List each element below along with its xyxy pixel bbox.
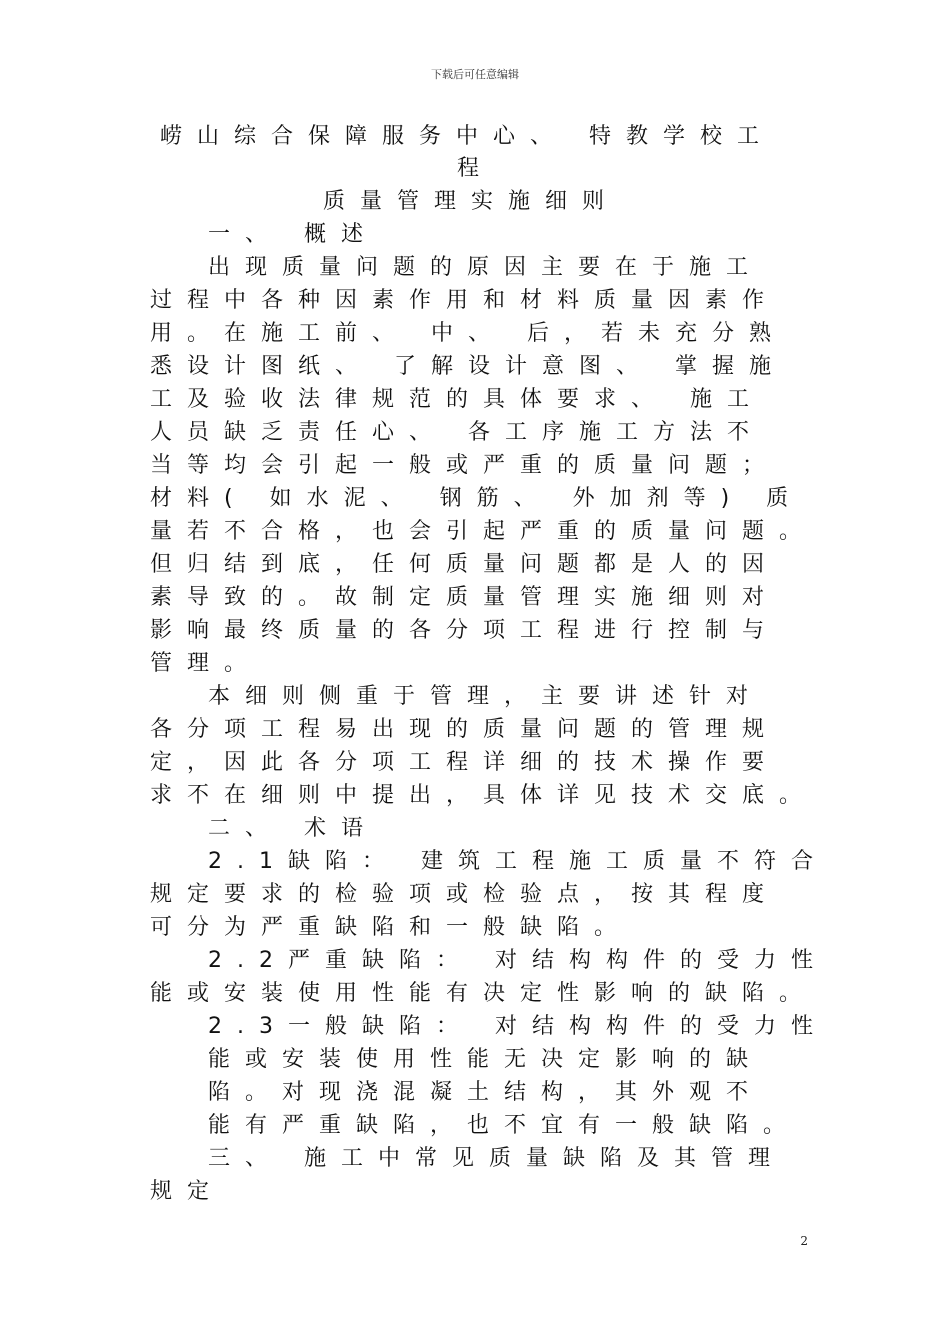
body-line: 求不在细则中提出，具体详见技术交底。 xyxy=(150,783,817,808)
body-line: 出现质量问题的原因主要在于施工 xyxy=(208,255,764,280)
body-line: 可分为严重缺陷和一般缺陷。 xyxy=(150,915,632,940)
title-line-1: 崂山综合保障服务中心、 特教学校工 xyxy=(160,124,774,149)
body-line: 悉设计图纸、 了解设计意图、 掌握施 xyxy=(150,354,786,379)
body-line: 规定要求的检验项或检验点，按其程度 xyxy=(150,882,780,907)
body-line: 能有严重缺陷，也不宜有一般缺陷。 xyxy=(208,1113,801,1138)
body-line: 过程中各种因素作用和材料质量因素作 xyxy=(150,288,780,313)
page-header: 下载后可任意编辑 xyxy=(431,68,519,81)
body-line: 本细则侧重于管理，主要讲述针对 xyxy=(208,684,764,709)
body-line: 素导致的。故制定质量管理实施细则对 xyxy=(150,585,780,610)
body-line: 规定 xyxy=(150,1179,225,1204)
body-line: 但归结到底，任何质量问题都是人的因 xyxy=(150,552,780,577)
title-line-2: 程 xyxy=(457,156,495,181)
body-line: 用。在施工前、 中、 后，若未充分熟 xyxy=(150,321,786,346)
body-line: 管理。 xyxy=(150,651,262,676)
body-line: 各分项工程易出现的质量问题的管理规 xyxy=(150,717,780,742)
page-number: 2 xyxy=(800,1234,808,1248)
body-line: 2.2严重缺陷： 对结构构件的受力性 xyxy=(208,948,828,973)
body-line: 工及验收法律规范的具体要求、 施工 xyxy=(150,387,764,412)
body-line: 定，因此各分项工程详细的技术操作要 xyxy=(150,750,780,775)
section-heading-3: 三、 施工中常见质量缺陷及其管理 xyxy=(208,1146,785,1171)
section-heading-2: 二、 术语 xyxy=(208,816,378,841)
title-line-3: 质量管理实施细则 xyxy=(323,189,620,214)
body-line: 2.3一般缺陷： 对结构构件的受力性 xyxy=(208,1014,828,1039)
body-line: 材料( 如水泥、 钢筋、 外加剂等) 质 xyxy=(150,486,804,511)
body-line: 人员缺乏责任心、 各工序施工方法不 xyxy=(150,420,764,445)
body-line: 2.1缺陷： 建筑工程施工质量不符合 xyxy=(208,849,828,874)
section-heading-1: 一、 概述 xyxy=(208,222,378,247)
body-line: 陷。对现浇混凝土结构，其外观不 xyxy=(208,1080,764,1105)
body-line: 能或安装使用性能有决定性影响的缺陷。 xyxy=(150,981,817,1006)
body-line: 能或安装使用性能无决定影响的缺 xyxy=(208,1047,764,1072)
body-line: 量若不合格，也会引起严重的质量问题。 xyxy=(150,519,817,544)
body-line: 影响最终质量的各分项工程进行控制与 xyxy=(150,618,780,643)
body-line: 当等均会引起一般或严重的质量问题； xyxy=(150,453,780,478)
